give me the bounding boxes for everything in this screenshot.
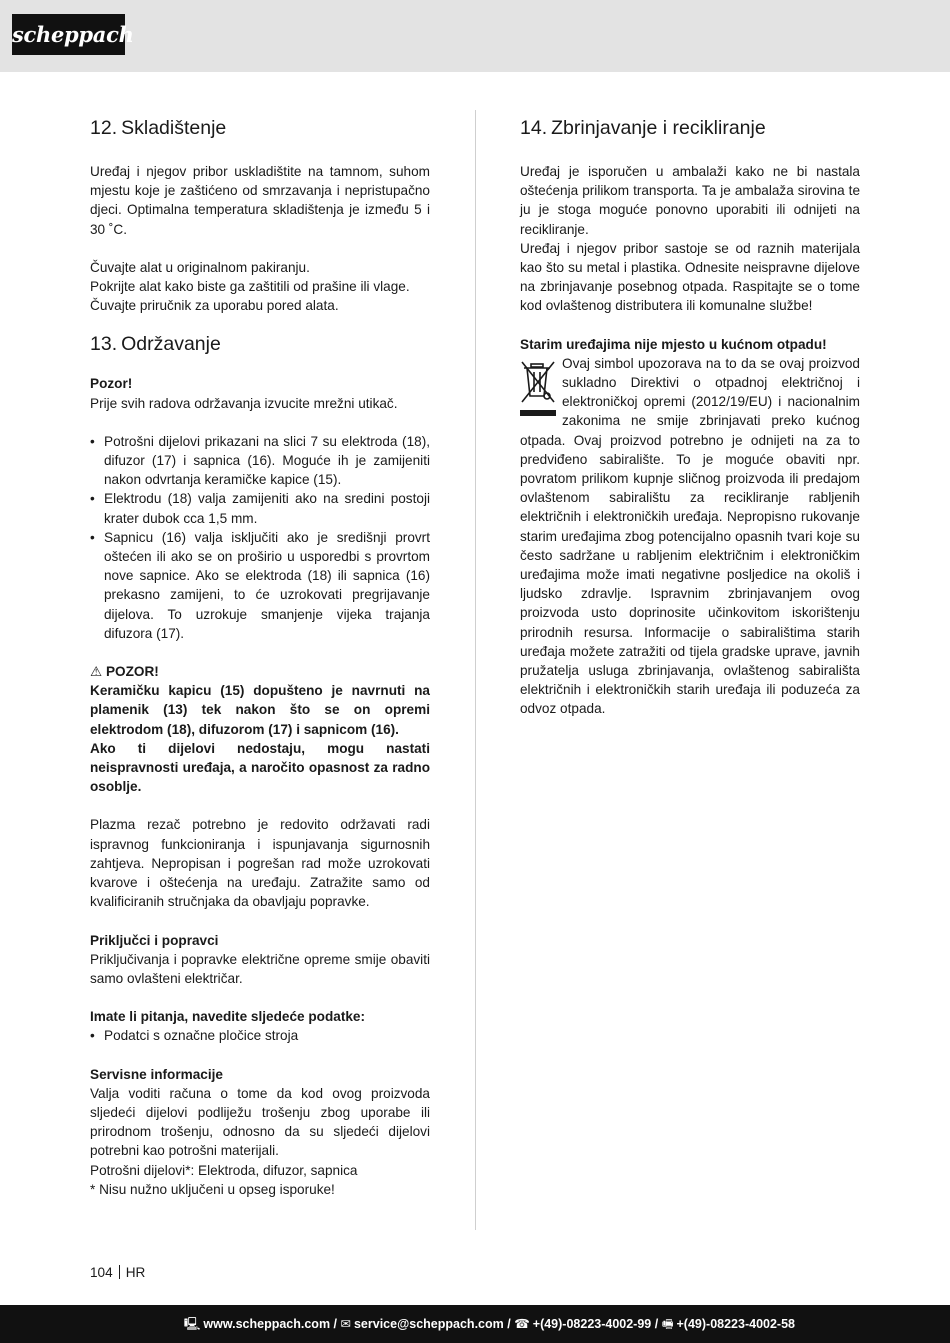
storage-line-1: Čuvajte alat u originalnom pakiranju.: [90, 259, 310, 275]
list-item: • Sapnicu (16) valja isključiti ako je središnji provrt oštećen ili ako se on proširio u usporedbi s provrtom nove sapnice. Ako se elektroda (18) ili sapnica (16) prekasno zamijeni, to će uzrokovati pregrijavanje dijelova. To uzrokuje smanjenje vijeka trajanja difuzora (17).: [90, 528, 430, 643]
footer-phone: +(49)-08223-4002-99 /: [532, 1317, 659, 1331]
page-number-value: 104: [90, 1265, 113, 1280]
list-item: • Potrošni dijelovi prikazani na slici 7 su elektroda (18), difuzor (17) i sapnica (16). Moguće ih je zamijeniti nakon odvrtanja keramičke kapice (15).: [90, 432, 430, 490]
footer-fax: +(49)-08223-4002-58: [676, 1317, 795, 1331]
warning-label: ⚠ POZOR!: [90, 664, 159, 680]
maintenance-paragraph: Plazma rezač potrebno je redovito održavati radi ispravnog funkcioniranja i ispunjavanja sigurnosnih zahtjeva. Nepropisan i pogrešan rad može uzrokovati kvarove i oštećenja na uređaju. Zatražite samo od kvalificiranih stručnjaka da obavljaju popravke.: [90, 817, 430, 910]
header-band: [0, 0, 950, 72]
section-13-number: 13.: [90, 333, 118, 356]
service-info-label: Servisne informacije: [90, 1066, 223, 1082]
weee-bin-icon: [520, 358, 558, 420]
section-12-heading: [90, 115, 430, 141]
page-language: HR: [125, 1265, 146, 1280]
storage-line-2: Pokrijte alat kako biste ga zaštitili od prašine ili vlage.: [90, 279, 410, 295]
maintenance-bullet-list: [90, 432, 430, 643]
section-14-heading: [520, 115, 860, 141]
pozor-label: Pozor!: [90, 376, 133, 392]
connections-label: Priključci i popravci: [90, 932, 219, 948]
section-13-title: Održavanje: [121, 333, 221, 356]
connections-text: Priključivanja i popravke električne opreme smije obaviti samo ovlašteni električar.: [90, 951, 430, 986]
service-info-note: * Nisu nužno uključeni u opseg isporuke!: [90, 1181, 335, 1197]
computer-icon: 🖳: [183, 1317, 201, 1331]
waste-text: Ovaj simbol upozorava na to da se ovaj proizvod sukladno Direktivi o otpadnoj električnoj i elektroničkoj opremi (2012/19/EU) i nacionalnim zakonima ne smije zbrinjavati preko kućnog otpada. Ovaj proizvod potrebno je odnijeti na za to predviđeno sabiralište. To je moguće obaviti npr. povratom prilikom kupnje sličnog proizvoda ili predajom ovlaštenom sabiralištu za recikliranje rabljenih električnih i elektroničkih uređaja. Nepropisno rukovanje starim uređajima zbog potencijalno opasnih tvari koje su često sadržane u rabljenim električnim i elektroničkim uređajima može imati negativne posljedice na okoliš i ljudsko zdravlje. Ispravnim zbrinjavanjem ovog proizvoda usto doprinosite učinkovitom iskorištenju prirodnih resursa. Informacije o sabiralištima starih uređaja možete zatražiti od tijela gradske uprave, javnih pružatelja usluga zbrinjavanja, ovlaštenog sabirališta električnih i elektroničkih starih uređaja ili poduzeća za odvoz otpada.: [520, 355, 860, 717]
pozor-text: Prije svih radova održavanja izvucite mrežni utikač.: [90, 395, 398, 411]
questions-label: Imate li pitanja, navedite sljedeće podatke:: [90, 1009, 365, 1025]
service-info-text: Valja voditi računa o tome da kod ovog proizvoda sljedeći dijelovi podliježu trošenju zbog uporabe ili prirodnom trošenju, odnosno da su sljedeći dijelovi potrebni kao potrošni materijali.: [90, 1085, 430, 1159]
fax-icon: 🖷: [661, 1317, 674, 1331]
phone-icon: ☎: [514, 1317, 530, 1331]
section-13-heading: [90, 331, 430, 357]
page-number: [90, 1265, 145, 1280]
brand-logo: scheppach: [12, 14, 125, 55]
left-column: [90, 115, 430, 1199]
service-info-consumables: Potrošni dijelovi*: Elektroda, difuzor, sapnica: [90, 1162, 358, 1178]
footer-web[interactable]: www.scheppach.com /: [203, 1317, 338, 1331]
section-14-title: Zbrinjavanje i recikliranje: [551, 117, 766, 139]
email-icon: ✉: [340, 1317, 351, 1331]
waste-label: Starim uređajima nije mjesto u kućnom otpadu!: [520, 336, 827, 352]
packaging-paragraph: Uređaj je isporučen u ambalaži kako ne bi nastala oštećenja prilikom transporta. Ta je ambalaža sirovina te ju je stoga moguće ponovno uporabiti ili odnijeti na recikliranje.: [520, 164, 860, 237]
column-divider: [475, 110, 476, 1230]
right-column: [520, 115, 860, 719]
materials-paragraph: Uređaj i njegov pribor sastoje se od raznih materijala kao što su metal i plastika. Odnesite neispravne dijelove na zbrinjavanje posebnog otpada. Raspitajte se o tome kod ovlaštenog distributera ili komunalne službe!: [520, 240, 860, 314]
page-number-separator: [119, 1265, 120, 1279]
section-14-number: 14.: [520, 117, 548, 139]
questions-list: [90, 1026, 430, 1045]
warning-text-1: Keramičku kapicu (15) dopušteno je navrnuti na plamenik (13) tek nakon što se on opremi elektrodom (18), difuzorom (17) i sapnicom (16).: [90, 683, 430, 737]
section-12-title: Skladištenje: [121, 117, 227, 139]
storage-paragraph: Uređaj i njegov pribor uskladištite na tamnom, suhom mjestu koje je zaštićeno od smrzavanja i nepristupačno djeci. Optimalna temperatura skladištenja je između 5 i 30 ˚C.: [90, 164, 430, 237]
footer-email[interactable]: service@scheppach.com /: [353, 1317, 511, 1331]
footer-bar: [0, 1305, 950, 1343]
footer-contacts: [184, 1305, 795, 1343]
list-item: • Elektrodu (18) valja zamijeniti ako na sredini postoji krater dubok cca 1,5 mm.: [90, 489, 430, 527]
section-12-number: 12.: [90, 117, 118, 139]
storage-line-3: Čuvajte priručnik za uporabu pored alata.: [90, 298, 339, 314]
list-item: • Podatci s označne pločice stroja: [90, 1026, 430, 1045]
warning-text-2: Ako ti dijelovi nedostaju, mogu nastati neispravnosti uređaja, a naročito opasnost za radno osoblje.: [90, 740, 430, 795]
